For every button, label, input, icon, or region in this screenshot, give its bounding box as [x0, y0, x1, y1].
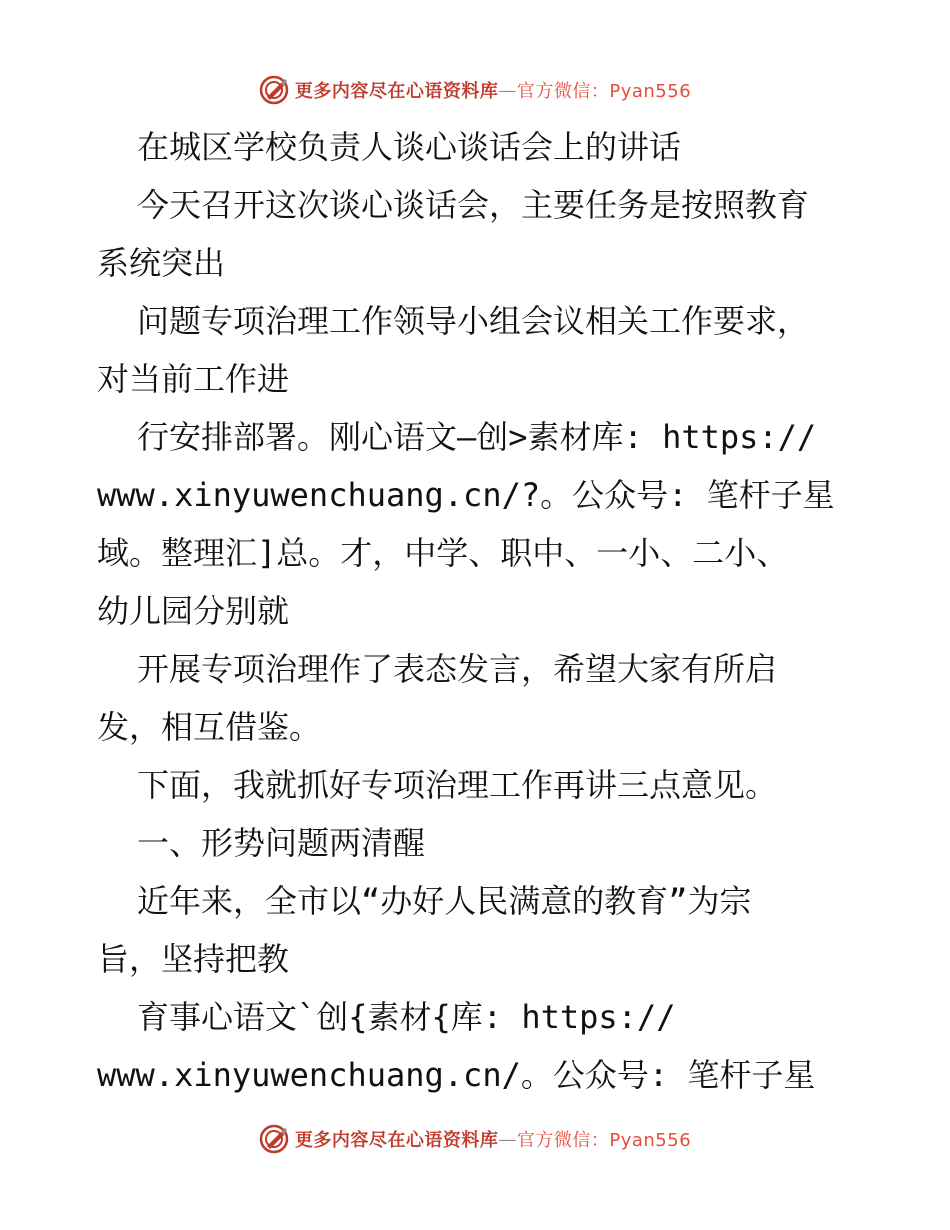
banner-wechat-text: 官方微信：Pyan556: [516, 1130, 692, 1151]
paragraph-line: 问题专项治理工作领导小组会议相关工作要求，: [137, 302, 810, 340]
document-body: [97, 118, 857, 1104]
banner-wechat-text: 官方微信：Pyan556: [516, 81, 692, 102]
banner-separator: —: [498, 79, 517, 101]
header-banner: [0, 70, 950, 110]
paragraph-line: 发，相互借鉴。: [97, 708, 322, 746]
section-heading: 一、形势问题两清醒: [137, 824, 426, 862]
document-title: 在城区学校负责人谈心谈话会上的讲话: [137, 128, 682, 166]
footer-banner: [0, 1119, 950, 1159]
brand-logo-icon: [259, 1124, 289, 1154]
paragraph-line: 近年来，全市以“办好人民满意的教育”为宗: [137, 882, 752, 920]
paragraph-line: www.xinyuwenchuang.cn/?。公众号: 笔杆子星: [97, 476, 835, 514]
paragraph-line: 域。整理汇]总。才，中学、职中、一小、二小、: [97, 534, 789, 572]
paragraph-line: 下面，我就抓好专项治理工作再讲三点意见。: [137, 766, 778, 804]
paragraph-line: 幼儿园分别就: [97, 592, 290, 630]
paragraph-line: 开展专项治理作了表态发言，希望大家有所启: [137, 650, 778, 688]
paragraph-line: 系统突出: [97, 244, 226, 282]
paragraph-line: www.xinyuwenchuang.cn/。公众号: 笔杆子星: [97, 1056, 816, 1094]
paragraph-line: 育事心语文`创{素材{库: https://: [137, 998, 676, 1036]
banner-main-text: 更多内容尽在心语资料库: [294, 81, 499, 102]
paragraph-line: 行安排部署。刚心语文—创>素材库: https://: [137, 418, 817, 456]
banner-main-text: 更多内容尽在心语资料库: [294, 1130, 499, 1151]
banner-separator: —: [498, 1128, 517, 1150]
brand-logo-icon: [259, 75, 289, 105]
paragraph-line: 旨，坚持把教: [97, 940, 290, 978]
paragraph-line: 对当前工作进: [97, 360, 290, 398]
paragraph-line: 今天召开这次谈心谈话会，主要任务是按照教育: [137, 186, 810, 224]
